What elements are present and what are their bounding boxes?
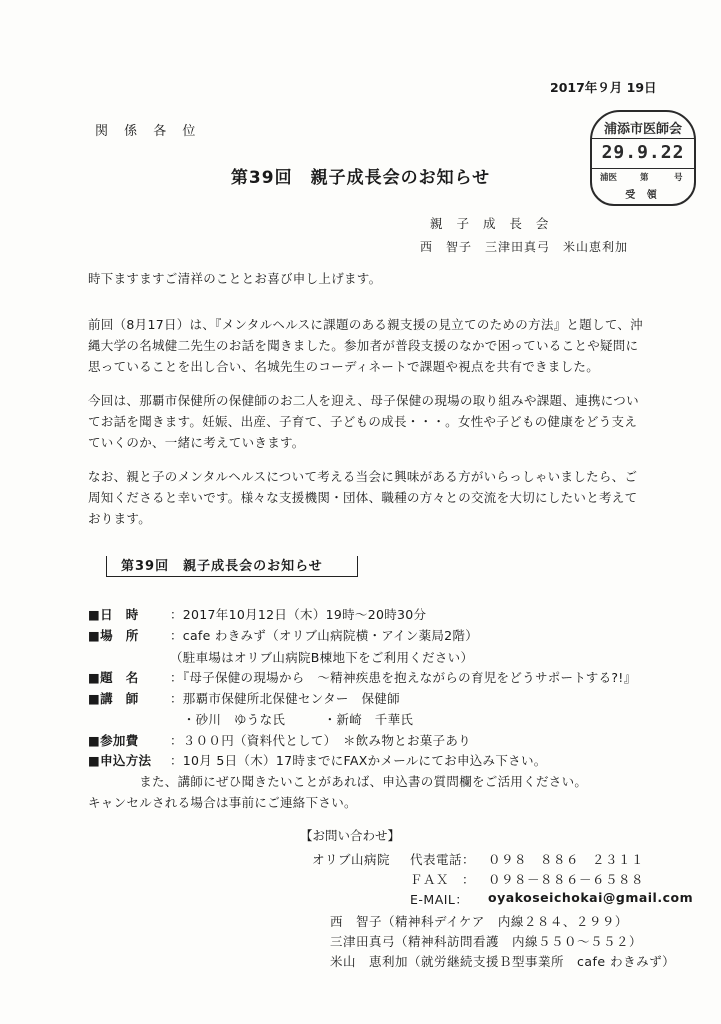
previous-session-paragraph: 前回（8月17日）は、『メンタルヘルスに課題のある親支援の見立てのための方法』と題して、沖縄大学の名城健二先生のお話を聞きました。参加者が普段支援のなかで困っていることや疑問に思っていることを出し合い、名城先生のコーディネートで課題や視点を共有できました。 [88, 317, 643, 374]
detail-line [88, 793, 357, 811]
detail-value: ・砂川 ゆうな氏 ・新崎 千華氏 [170, 712, 414, 727]
stamp-org: 浦添市医師会 [603, 122, 682, 137]
notice-paragraph: なお、親と子のメンタルヘルスについて考える当会に興味がある方がいらっしゃいましたら、ご周知くださると幸いです。様々な支援機関・団体、職種の方々との交流を大切にしたいと考えております。 [88, 469, 638, 526]
this-session-paragraph: 今回は、那覇市保健所の保健師のお二人を迎え、母子保健の現場の取り組みや課題、連携についてお話を聞きます。妊娠、出産、子育て、子どもの成長・・・。女性や子どもの健康をどう支えていくのか、一緒に考えていきます。 [88, 393, 639, 450]
tel-label: 代表電話： [410, 852, 476, 867]
stamp-date: 29.9.22 [601, 142, 685, 163]
detail-value: ：cafe わきみず（オリブ山病院横・アイン薬局2階） [170, 628, 479, 643]
email-label: E-MAIL： [410, 892, 469, 907]
contact-heading: 【お問い合わせ】 [300, 828, 401, 843]
section-title: 第39回 親子成長会のお知らせ [121, 559, 323, 574]
detail-value: キャンセルされる場合は事前にご連絡下さい。 [88, 795, 357, 810]
detail-value: （駐車場はオリブ山病院B棟地下をご利用ください） [170, 650, 474, 665]
detail-label: ■申込方法 [88, 753, 152, 768]
stamp-label-left: 浦医 [600, 173, 618, 183]
detail-line [88, 731, 471, 749]
section-title-box [106, 556, 358, 577]
detail-line [88, 689, 400, 707]
detail-value: ：2017年10月12日（木）19時～20時30分 [170, 607, 427, 622]
stamp-received: 受 領 [625, 190, 661, 201]
addressee: 関 係 各 位 [95, 124, 202, 139]
detail-value: ：10月 5日（木）17時までにFAXかメールにてお申込み下さい。 [170, 753, 547, 768]
document-date: 2017年９月 19日 [550, 80, 657, 95]
contact-person: 三津田真弓（精神科訪問看護 内線５５０～５５２） [330, 934, 643, 949]
stamp-label-mid: 第 [640, 173, 649, 183]
organizer-name: 親 子 成 長 会 [430, 216, 554, 231]
fax-number: ０９８－８８６－６５８８ [488, 872, 645, 887]
detail-value: また、講師にぜひ聞きたいことがあれば、申込書の質問欄をご活用ください。 [88, 774, 588, 789]
detail-value: ：那覇市保健所北保健センター 保健師 [170, 691, 400, 706]
stamp-label-right: 号 [674, 173, 683, 183]
detail-value: ：３００円（資料代として） ＊飲み物とお菓子あり [170, 733, 471, 748]
page-title: 第39回 親子成長会のお知らせ [230, 168, 491, 188]
organizer-members: 西 智子 三津田真弓 米山恵利加 [420, 240, 629, 254]
tel-number: ０９８ ８８６ ２３１１ [488, 852, 645, 867]
detail-label: ■講 師 [88, 691, 139, 706]
reception-stamp [590, 110, 696, 206]
contact-person: 西 智子（精神科デイケア 内線２８４、２９９） [330, 914, 628, 929]
detail-line [88, 626, 478, 644]
detail-line [88, 668, 636, 686]
detail-line [88, 648, 473, 666]
detail-line [88, 772, 587, 790]
detail-value: ：『母子保健の現場から ～精神疾患を抱えながらの育児をどうサポートする?!』 [170, 670, 637, 685]
detail-line [88, 751, 547, 769]
detail-label: ■日 時 [88, 607, 139, 622]
fax-label: ＦＡＸ ： [410, 872, 476, 887]
detail-label: ■場 所 [88, 628, 139, 643]
detail-line [88, 710, 413, 728]
email-address[interactable]: oyakoseichokai@gmail.com [488, 890, 694, 905]
contact-person: 米山 恵利加（就労継続支援Ｂ型事業所 cafe わきみず） [330, 954, 676, 969]
contact-hospital: オリブ山病院 [312, 852, 391, 867]
detail-label: ■題 名 [88, 670, 139, 685]
detail-label: ■参加費 [88, 733, 139, 748]
greeting-paragraph: 時下ますますご清祥のこととお喜び申し上げます。 [88, 271, 382, 286]
detail-line [88, 605, 426, 623]
